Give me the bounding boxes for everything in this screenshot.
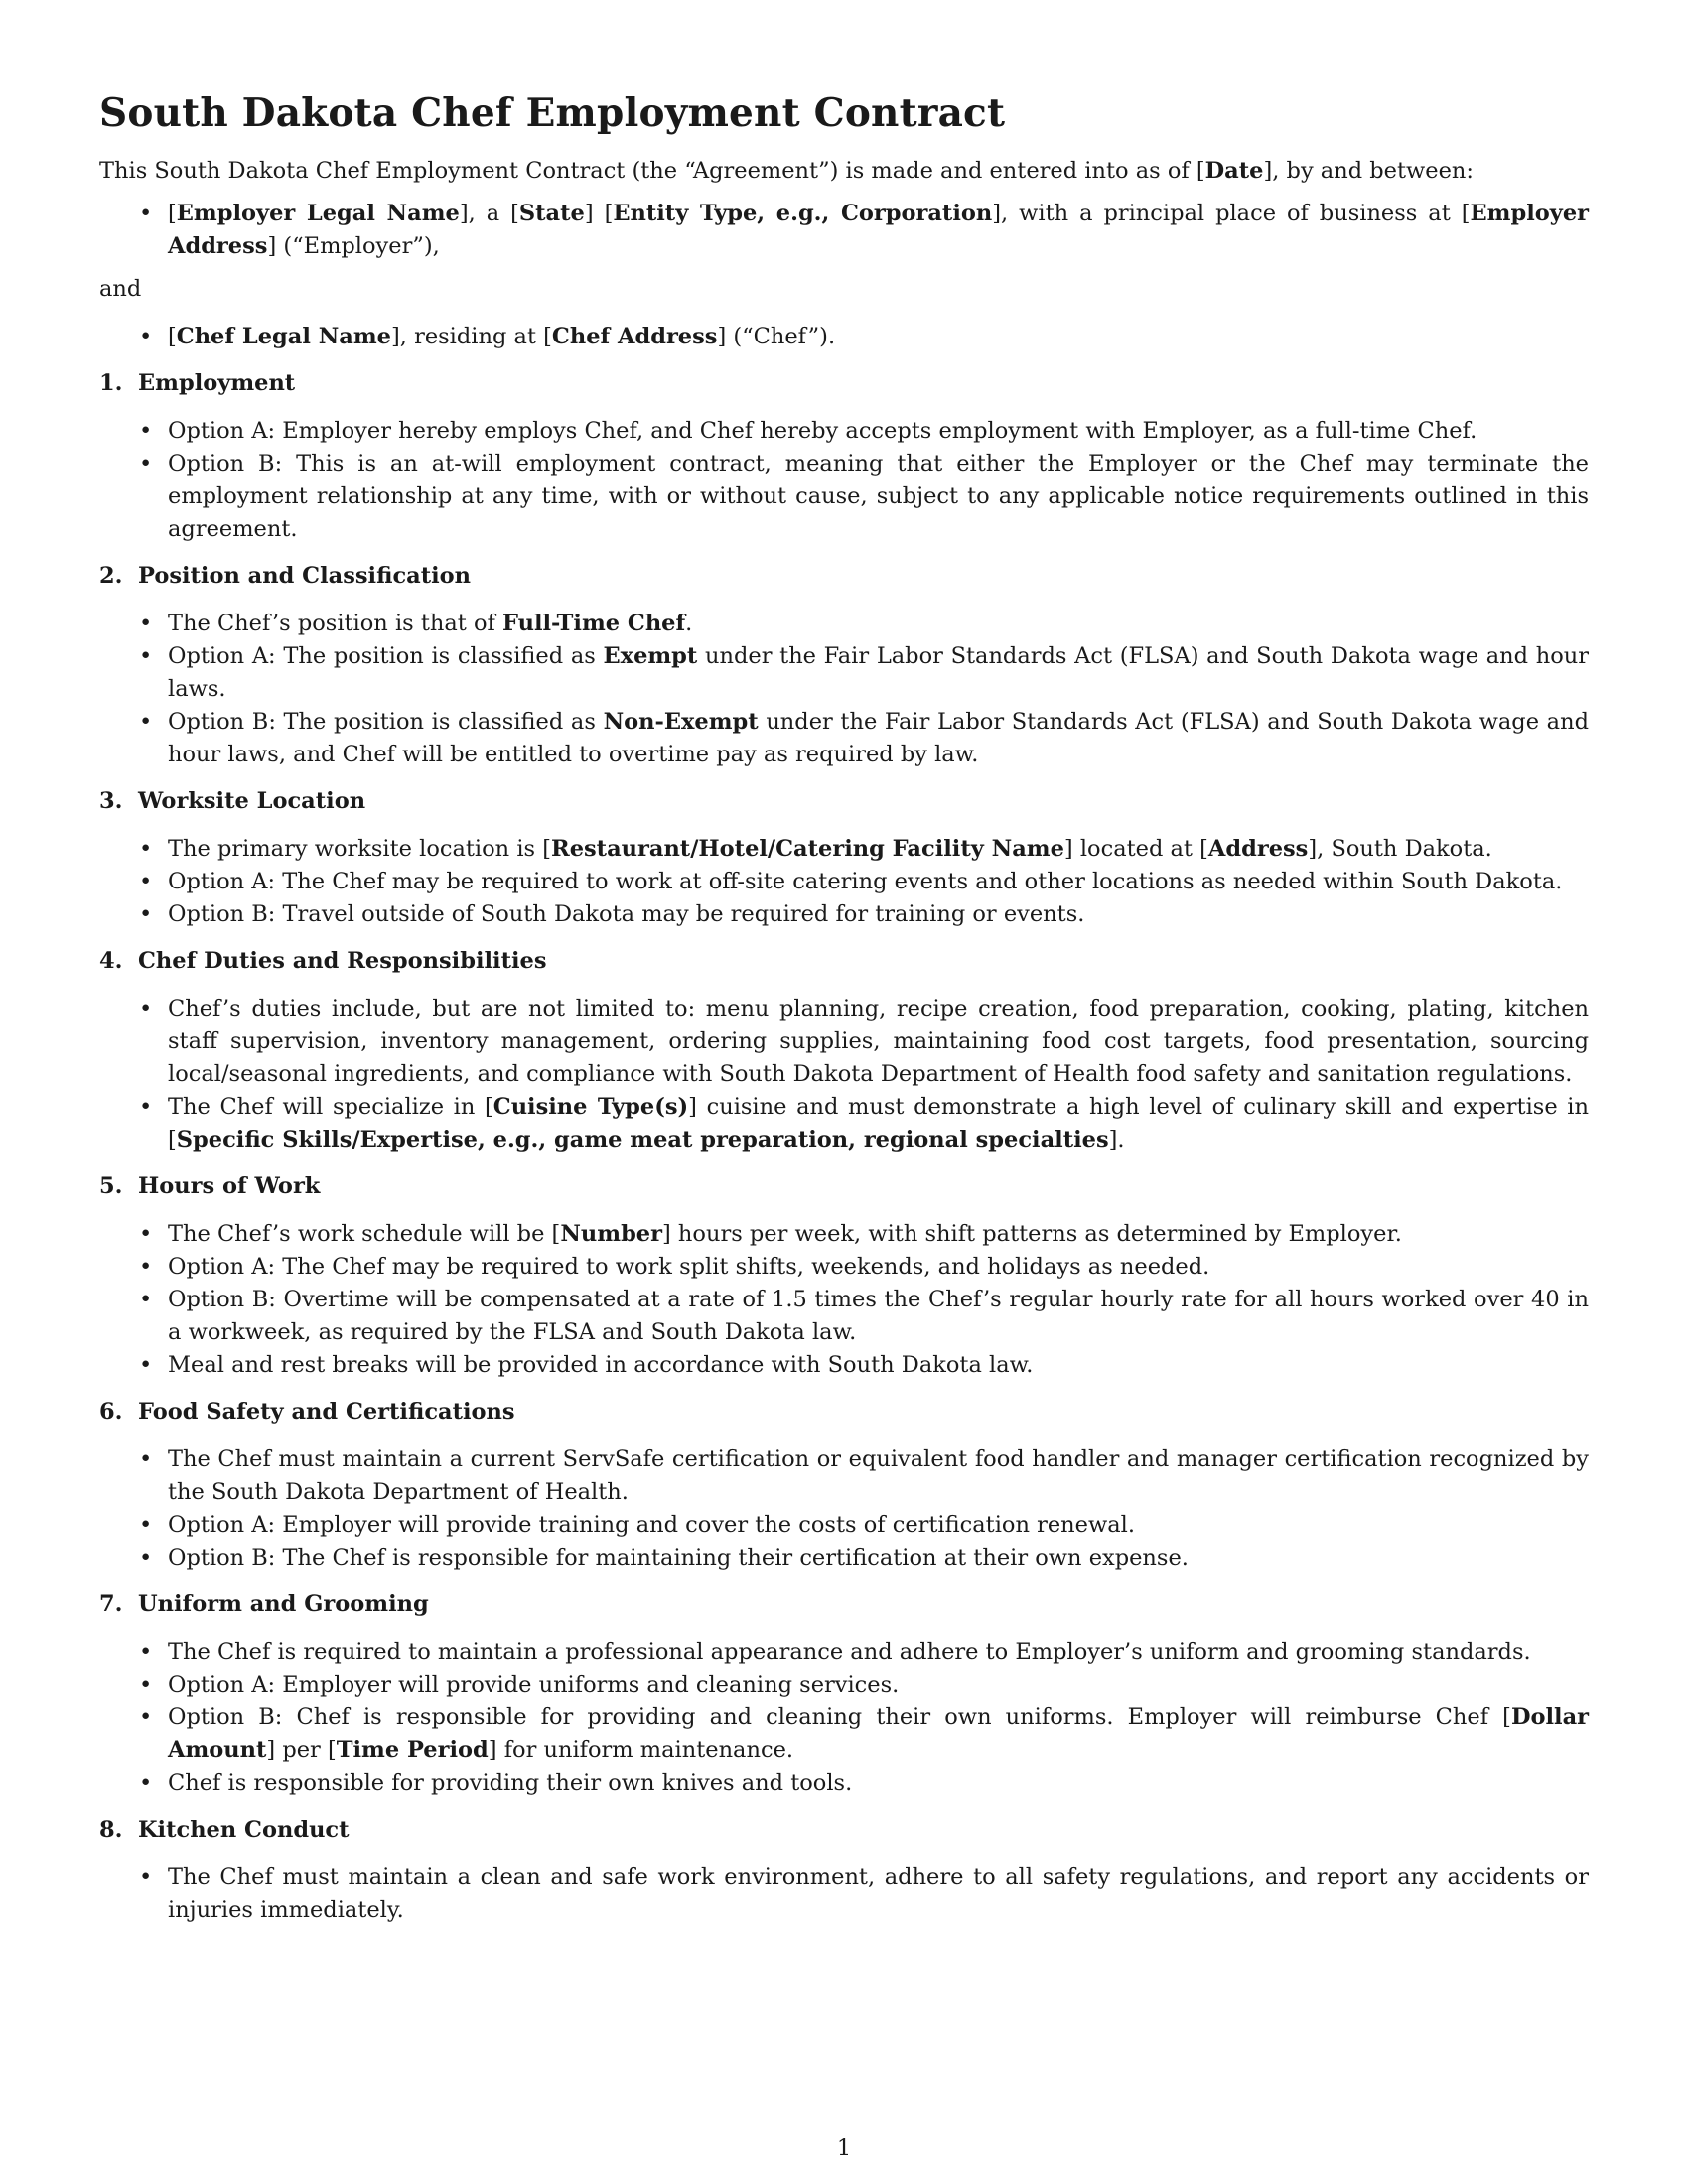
- section-heading-position: [99, 560, 1589, 593]
- section-heading-duties: [99, 945, 1589, 978]
- section-number: 2.: [99, 563, 123, 589]
- list-item: • Option B: Travel outside of South Dakota may be required for training or events.: [99, 898, 1589, 931]
- item-text: ].: [1108, 1127, 1125, 1153]
- intro-text-end: ], by and between:: [1263, 158, 1474, 184]
- item-text: under the Fair Labor Standards Act (FLSA) and South Dakota wage and hour laws.: [168, 643, 1589, 702]
- item-bold: Exempt: [603, 643, 698, 669]
- entity-type-placeholder: Entity Type, e.g., Corporation: [613, 201, 993, 226]
- section-list-hours: [99, 1218, 1589, 1382]
- list-item: • Meal and rest breaks will be provided in accordance with South Dakota law.: [99, 1349, 1589, 1382]
- section-title: Position and Classification: [138, 563, 472, 589]
- section-heading-employment: [99, 367, 1589, 400]
- section-heading-hours: [99, 1170, 1589, 1203]
- item-text: The Chef will specialize in [: [168, 1094, 493, 1120]
- address-placeholder: Address: [1207, 836, 1309, 862]
- section-list-worksite: [99, 833, 1589, 931]
- section-list-employment: [99, 415, 1589, 546]
- item-text: The Chef’s position is that of: [168, 611, 503, 636]
- time-period-placeholder: Time Period: [336, 1737, 489, 1763]
- list-item: [99, 1091, 1589, 1157]
- list-item: • Chef’s duties include, but are not limited to: menu planning, recipe creation, food preparation, cooking, plating, kitchen staff supervision, inventory management, ordering supplies, maintaining food cost targets, food presentation, sourcing local/seasonal ingredients, and compliance with South Dakota Department of Health food safety and sanitation regulations.: [99, 993, 1589, 1091]
- item-text: ], South Dakota.: [1308, 836, 1492, 862]
- party-text: ] (“Employer”),: [267, 233, 440, 259]
- employer-party: [99, 198, 1589, 263]
- section-title: Food Safety and Certifications: [138, 1399, 515, 1425]
- item-text: ] for uniform maintenance.: [488, 1737, 794, 1763]
- list-item: [99, 640, 1589, 706]
- list-item: [99, 1218, 1589, 1251]
- item-text: Option B: Chef is responsible for providing and cleaning their own uniforms. Employer will reimburse Chef [: [168, 1705, 1511, 1730]
- section-title: Hours of Work: [138, 1173, 321, 1199]
- dollar-amount-placeholder: Dollar Amount: [168, 1705, 1589, 1763]
- section-number: 8.: [99, 1817, 123, 1843]
- item-text: ] per [: [266, 1737, 337, 1763]
- section-list-position: [99, 608, 1589, 771]
- item-text: Option B: The position is classified as: [168, 709, 604, 735]
- section-number: 6.: [99, 1399, 123, 1425]
- intro-text: This South Dakota Chef Employment Contract (the “Agreement”) is made and entered into as of [: [99, 158, 1205, 184]
- list-item: [99, 833, 1589, 866]
- section-title: Chef Duties and Responsibilities: [138, 948, 547, 974]
- list-item: • Option B: Overtime will be compensated at a rate of 1.5 times the Chef’s regular hourly rate for all hours worked over 40 in a workweek, as required by the FLSA and South Dakota law.: [99, 1284, 1589, 1349]
- list-item: • Option A: Employer will provide uniforms and cleaning services.: [99, 1669, 1589, 1702]
- section-number: 3.: [99, 788, 123, 814]
- section-title: Employment: [138, 370, 296, 396]
- section-number: 7.: [99, 1591, 123, 1617]
- list-item: • Option A: The Chef may be required to work split shifts, weekends, and holidays as needed.: [99, 1251, 1589, 1284]
- section-list-kitchen-conduct: [99, 1861, 1589, 1927]
- section-heading-food-safety: [99, 1396, 1589, 1429]
- item-text: under the Fair Labor Standards Act (FLSA) and South Dakota wage and hour laws, and Chef will be entitled to overtime pay as required by law.: [168, 709, 1589, 767]
- contract-page: [99, 83, 1589, 1927]
- list-item: [99, 1702, 1589, 1767]
- employer-name-placeholder: Employer Legal Name: [176, 201, 460, 226]
- bracket-text: [: [168, 201, 177, 226]
- chef-name-placeholder: Chef Legal Name: [176, 324, 391, 349]
- section-number: 4.: [99, 948, 123, 974]
- party-list-employer: [99, 198, 1589, 263]
- date-placeholder: Date: [1204, 158, 1264, 184]
- section-number: 1.: [99, 370, 123, 396]
- bracket-text: [: [168, 324, 177, 349]
- and-text: and: [99, 276, 142, 302]
- list-item: • Chef is responsible for providing their own knives and tools.: [99, 1767, 1589, 1800]
- list-item: • Option B: This is an at-will employment contract, meaning that either the Employer or the Chef may terminate the employment relationship at any time, with or without cause, subject to any applicable notice requirements outlined in this agreement.: [99, 448, 1589, 546]
- party-text: ], with a principal place of business at [: [992, 201, 1471, 226]
- chef-address-placeholder: Chef Address: [551, 324, 718, 349]
- section-list-uniform: [99, 1636, 1589, 1800]
- list-item: [99, 608, 1589, 640]
- list-item: • Option A: The Chef may be required to work at off-site catering events and other locations as needed within South Dakota.: [99, 866, 1589, 898]
- section-heading-uniform: [99, 1588, 1589, 1621]
- item-text: .: [685, 611, 693, 636]
- item-text: Option A: The position is classified as: [168, 643, 604, 669]
- section-heading-worksite: [99, 785, 1589, 818]
- hours-placeholder: Number: [560, 1221, 662, 1247]
- intro-paragraph: [99, 155, 1589, 188]
- section-list-duties: [99, 993, 1589, 1157]
- section-title: Kitchen Conduct: [138, 1817, 350, 1843]
- item-text: ] hours per week, with shift patterns as determined by Employer.: [661, 1221, 1402, 1247]
- section-title: Uniform and Grooming: [138, 1591, 429, 1617]
- party-text: ], residing at [: [390, 324, 552, 349]
- list-item: • The Chef is required to maintain a professional appearance and adhere to Employer’s uniform and grooming standards.: [99, 1636, 1589, 1669]
- list-item: • The Chef must maintain a current ServSafe certification or equivalent food handler and manager certification recognized by the South Dakota Department of Health.: [99, 1443, 1589, 1509]
- party-text: ], a [: [459, 201, 519, 226]
- section-list-food-safety: [99, 1443, 1589, 1574]
- item-bold: Full-Time Chef: [502, 611, 686, 636]
- state-placeholder: State: [518, 201, 585, 226]
- chef-party: [99, 321, 1589, 353]
- item-text: ] located at [: [1063, 836, 1208, 862]
- list-item: • Option A: Employer hereby employs Chef, and Chef hereby accepts employment with Employer, as a full-time Chef.: [99, 415, 1589, 448]
- party-list-chef: [99, 321, 1589, 353]
- list-item: • Option B: The Chef is responsible for maintaining their certification at their own expense.: [99, 1542, 1589, 1574]
- list-item: • Option A: Employer will provide training and cover the costs of certification renewal.: [99, 1509, 1589, 1542]
- item-text: The Chef’s work schedule will be [: [168, 1221, 561, 1247]
- skills-placeholder: Specific Skills/Expertise, e.g., game meat preparation, regional specialties: [176, 1127, 1109, 1153]
- item-text: ] cuisine and must demonstrate a high level of culinary skill and expertise in [: [168, 1094, 1589, 1153]
- section-heading-kitchen-conduct: [99, 1814, 1589, 1846]
- cuisine-placeholder: Cuisine Type(s): [492, 1094, 689, 1120]
- party-text: ] (“Chef”).: [717, 324, 836, 349]
- section-title: Worksite Location: [138, 788, 366, 814]
- section-number: 5.: [99, 1173, 123, 1199]
- list-item: • The Chef must maintain a clean and safe work environment, adhere to all safety regulations, and report any accidents or injuries immediately.: [99, 1861, 1589, 1927]
- page-number: 1: [836, 2135, 852, 2161]
- employer-address-placeholder: Employer Address: [168, 201, 1590, 259]
- list-item: [99, 706, 1589, 771]
- facility-name-placeholder: Restaurant/Hotel/Catering Facility Name: [551, 836, 1064, 862]
- bracket-text: ] [: [584, 201, 614, 226]
- document-title: South Dakota Chef Employment Contract: [99, 90, 1006, 136]
- item-text: The primary worksite location is [: [168, 836, 551, 862]
- item-bold: Non-Exempt: [603, 709, 759, 735]
